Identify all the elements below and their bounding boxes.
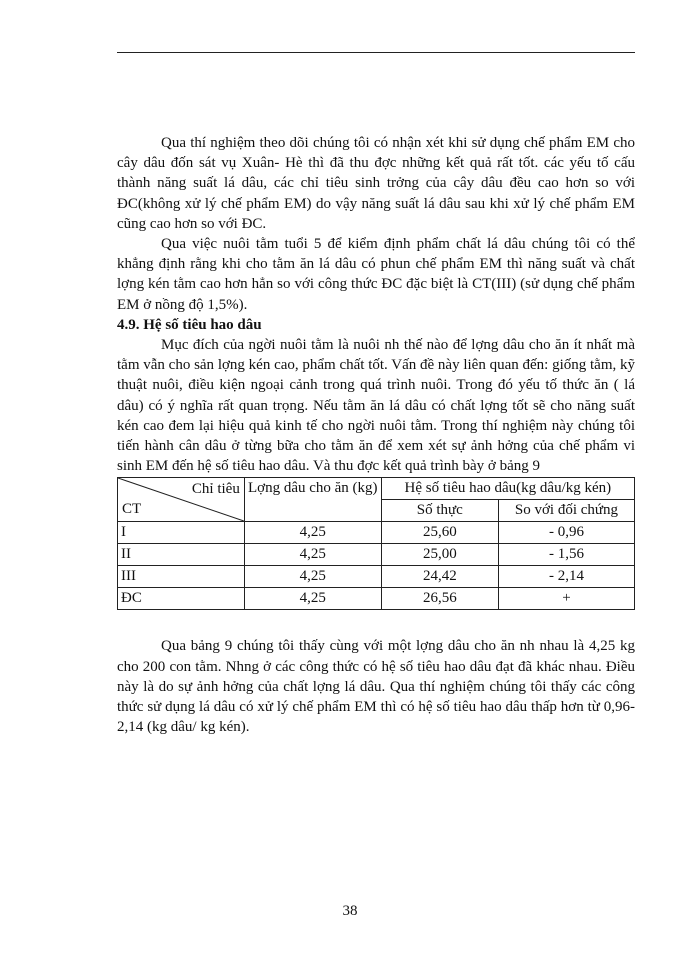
corner-label-bottom: CT	[122, 501, 142, 518]
cell-compare: - 1,56	[498, 544, 634, 566]
cell-feed: 4,25	[244, 544, 381, 566]
cell-compare: - 0,96	[498, 522, 634, 544]
cell-feed: 4,25	[244, 522, 381, 544]
table-row	[118, 544, 635, 566]
cell-actual: 24,42	[381, 566, 498, 588]
cell-feed: 4,25	[244, 566, 381, 588]
paragraph-3: Mục đích của ngời nuôi tằm là nuôi nh thế nào để lợng dâu cho ăn ít nhất mà tằm vẫn cho sản lợng kén cao, phẩm chất tốt. Vấn đề này liên quan đến: giống tằm, kỹ thuật nuôi, điều kiện ngoại cảnh trong quá trình nuôi. Trong đó yếu tố thức ăn ( lá dâu) có ý nghĩa rất quan trọng. Nếu tằm ăn lá dâu có chất lợng tốt sẽ cho năng suất kén cao đem lại hiệu quả kinh tế cho ngời nuôi tằm. Trong thí nghiệm này chúng tôi tiến hành cân dâu ở từng bữa cho tằm ăn để xem xét sự ảnh hởng của chế phẩm vi sinh EM đến hệ số tiêu hao dâu. Và thu đợc kết quả trình bày ở bảng 9	[117, 337, 635, 475]
paragraph-4: Qua bảng 9 chúng tôi thấy cùng với một lợng dâu cho ăn nh nhau là 4,25 kg cho 200 con tằm. Nhng ở các công thức có hệ số tiêu hao dâu đạt đã khác nhau. Điều này là do sự ảnh hởng của chất lợng lá dâu. Qua thí nghiệm chúng tôi thấy các công thức sử dụng lá dâu có xử lý chế phẩm EM thì có hệ số tiêu hao dâu thấp hơn từ 0,96-2,14 (kg dâu/ kg kén).	[117, 638, 635, 736]
cell-actual: 25,60	[381, 522, 498, 544]
header-rule	[117, 52, 635, 53]
paragraph-2: Qua việc nuôi tằm tuổi 5 để kiểm định phẩm chất lá dâu chúng tôi có thể khẳng định rằng khi cho tằm ăn lá dâu có phun chế phẩm EM thì năng suất và chất lợng kén tằm cao hơn hẳn so với công thức ĐC đặc biệt là CT(III) (sử dụng chế phẩm EM ở nồng độ 1,5%).	[117, 236, 635, 313]
paragraph-1: Qua thí nghiệm theo dõi chúng tôi có nhận xét khi sử dụng chế phẩm EM cho cây dâu đốn sát vụ Xuân- Hè thì đã thu đợc những kết quả rất tốt. các yếu tố cấu thành năng suất lá dâu, các chỉ tiêu sinh trởng của cây dâu đều cao hơn so với ĐC(không xử lý chế phẩm EM) do vậy năng suất lá dâu sau khi xử lý chế phẩm EM cũng cao hơn so với ĐC.	[117, 135, 635, 232]
cell-feed: 4,25	[244, 588, 381, 610]
corner-label-top: Chỉ tiêu	[191, 481, 240, 498]
subheader-actual: Số thực	[381, 500, 498, 522]
table-row	[118, 566, 635, 588]
table-header-row	[118, 478, 635, 500]
cell-compare: +	[498, 588, 634, 610]
page-body	[117, 133, 635, 737]
table-corner-cell	[118, 478, 245, 522]
cell-ct: II	[118, 544, 245, 566]
section-heading: 4.9. Hệ số tiêu hao dâu	[117, 316, 262, 333]
cell-compare: - 2,14	[498, 566, 634, 588]
table-row	[118, 588, 635, 610]
cell-actual: 25,00	[381, 544, 498, 566]
cell-actual: 26,56	[381, 588, 498, 610]
table-row	[118, 522, 635, 544]
header-feed: Lợng dâu cho ăn (kg)	[244, 478, 381, 522]
table-9	[117, 477, 635, 610]
subheader-compare: So với đối chứng	[498, 500, 634, 522]
page-number: 38	[342, 903, 358, 919]
cell-ct: III	[118, 566, 245, 588]
header-coefficient: Hệ số tiêu hao dâu(kg dâu/kg kén)	[381, 478, 634, 500]
cell-ct: ĐC	[118, 588, 245, 610]
cell-ct: I	[118, 522, 245, 544]
